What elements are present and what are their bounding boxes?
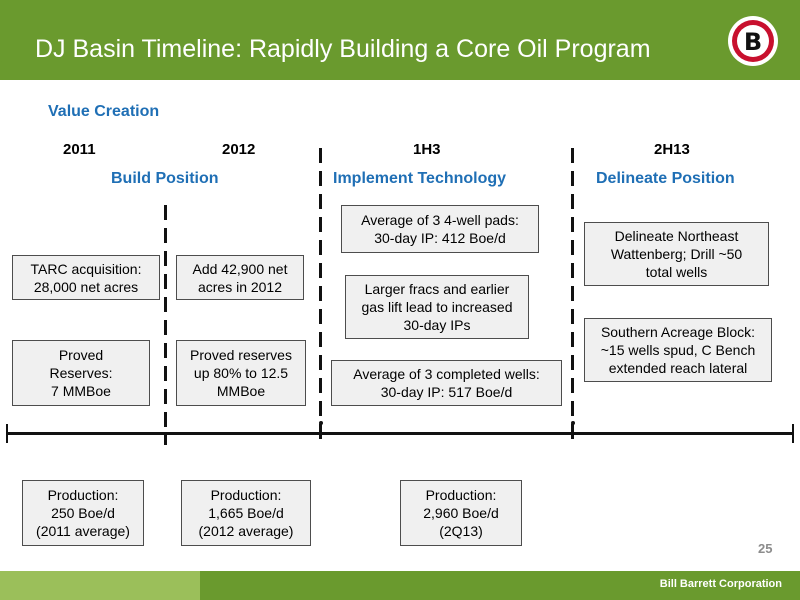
timeline-start-tick: [6, 424, 8, 443]
year-label-2012: 2012: [222, 141, 256, 158]
section-subtitle: Value Creation: [48, 103, 160, 120]
page-title: DJ Basin Timeline: Rapidly Building a Core Oil Program: [35, 35, 651, 63]
box-delineate-northeast: Delineate Northeast Wattenberg; Drill ~50 total wells: [584, 222, 769, 286]
phase-implement-technology: Implement Technology: [333, 170, 507, 187]
box-tarc-acquisition: TARC acquisition: 28,000 net acres: [12, 255, 160, 300]
box-4-well-pads: Average of 3 4-well pads: 30-day IP: 412 Boe/d: [341, 205, 539, 253]
box-proved-reserves-2011: Proved Reserves: 7 MMBoe: [12, 340, 150, 406]
timeline-axis: [6, 432, 794, 435]
divider-1h3-2h13: [571, 148, 574, 445]
timeline-end-tick: [792, 424, 794, 443]
box-production-2011: Production: 250 Boe/d (2011 average): [22, 480, 144, 546]
box-production-2012: Production: 1,665 Boe/d (2012 average): [181, 480, 311, 546]
year-label-1h3: 1H3: [413, 141, 441, 158]
timeline-dot: [571, 421, 575, 425]
divider-2011-2012: [164, 205, 167, 445]
logo-letter: B: [743, 28, 763, 56]
box-proved-reserves-2012: Proved reserves up 80% to 12.5 MMBoe: [176, 340, 306, 406]
footer-company-name: Bill Barrett Corporation: [659, 578, 782, 590]
box-completed-wells: Average of 3 completed wells: 30-day IP: 517 Boe/d: [331, 360, 562, 406]
year-label-2h13: 2H13: [654, 141, 690, 158]
timeline-dot: [319, 421, 323, 425]
box-add-net-acres-2012: Add 42,900 net acres in 2012: [176, 255, 304, 300]
phase-build-position: Build Position: [111, 170, 219, 187]
bill-barrett-b-logo-icon: [727, 15, 779, 67]
box-southern-acreage: Southern Acreage Block: ~15 wells spud, C Bench extended reach lateral: [584, 318, 772, 382]
box-larger-fracs: Larger fracs and earlier gas lift lead to increased 30-day IPs: [345, 275, 529, 339]
year-label-2011: 2011: [63, 141, 96, 158]
footer-accent-band: [0, 571, 200, 600]
phase-delineate-position: Delineate Position: [596, 170, 735, 187]
divider-2012-1h3: [319, 148, 322, 445]
page-number: 25: [758, 541, 773, 556]
box-production-2q13: Production: 2,960 Boe/d (2Q13): [400, 480, 522, 546]
